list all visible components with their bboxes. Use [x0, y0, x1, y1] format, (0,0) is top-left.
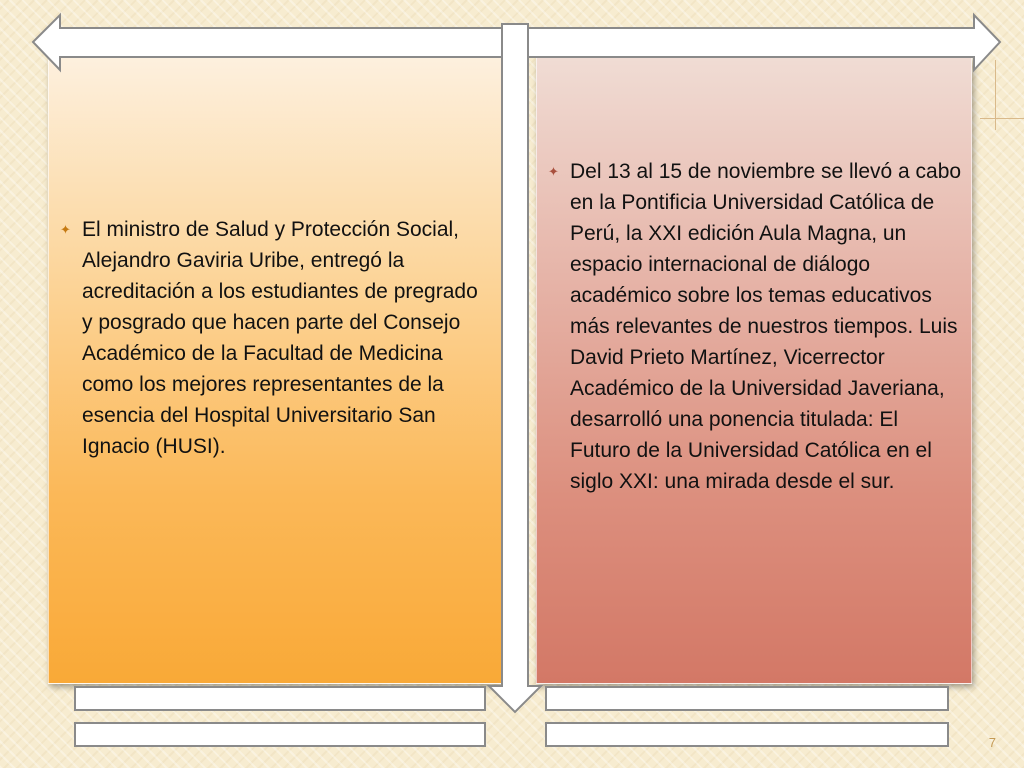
- sun-star-icon: ✦: [60, 222, 71, 237]
- sun-star-icon: ✦: [548, 164, 559, 179]
- bottom-bar-left-2: [74, 722, 486, 747]
- bottom-bar-right-2: [545, 722, 949, 747]
- page-number: 7: [988, 735, 996, 750]
- right-arrow-shape: [527, 15, 1000, 70]
- left-bullet-text: El ministro de Salud y Protección Social, Alejandro Gaviria Uribe, entregó la acreditación a los estudiantes de pregrado y posgrado que hacen parte del Consejo Académico de la Facultad de Medicina como los mejores representantes de la esencia del Hospital Universitario San Ignacio (HUSI).: [82, 218, 478, 458]
- bottom-bar-left-1: [74, 686, 486, 711]
- right-bullet-item: [548, 156, 963, 497]
- bottom-bar-right-1: [545, 686, 949, 711]
- down-arrow-shape: [489, 24, 541, 712]
- left-arrow-shape: [33, 15, 505, 70]
- right-bullet-text: Del 13 al 15 de noviembre se llevó a cabo en la Pontificia Universidad Católica de Perú, la XXI edición Aula Magna, un espacio internacional de diálogo académico sobre los temas educativos más relevantes de nuestros tiempos. Luis David Prieto Martínez, Vicerrector Académico de la Universidad Javeriana, desarrolló una ponencia titulada: El Futuro de la Universidad Católica en el siglo XXI: una mirada desde el sur.: [570, 160, 962, 493]
- left-bullet-item: [60, 214, 490, 462]
